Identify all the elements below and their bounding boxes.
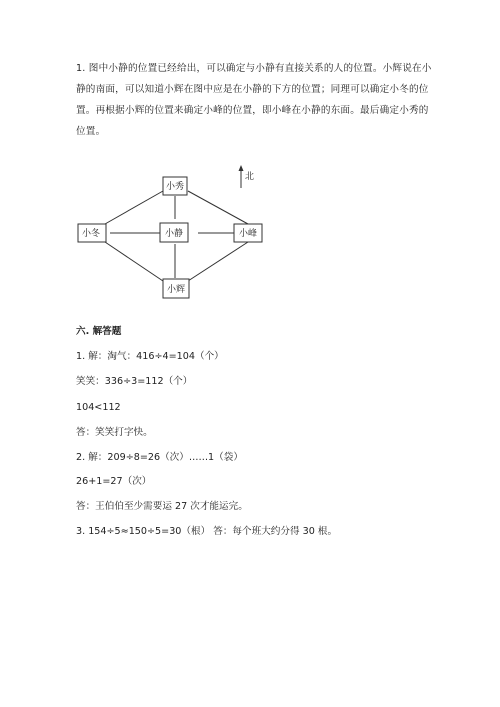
edge-xiu-feng — [188, 191, 248, 224]
answer-line-3: 104<112 — [76, 402, 121, 413]
north-label: 北 — [245, 172, 255, 182]
north-arrow-head — [239, 165, 244, 171]
edge-feng-hui — [188, 242, 248, 281]
edge-dong-hui — [105, 242, 163, 281]
answer-line-1: 1. 解：淘气：416÷4=104（个） — [76, 351, 224, 362]
q1-explanation: 1. 图中小静的位置已经给出，可以确定与小静有直接关系的人的位置。小辉说在小静的南面，可以知道小辉在图中应是在小静的下方的位置；同理可以确定小冬的位置。再根据小辉的位置来确定小峰的位置，即小峰在小静的东面。最后确定小秀的位置。 — [76, 63, 432, 137]
node-label-xiaohui: 小辉 — [167, 285, 186, 295]
node-label-xiaofeng: 小峰 — [239, 229, 258, 239]
answer-line-6: 26+1=27（次） — [76, 476, 152, 487]
answer-line-2: 笑笑：336÷3=112（个） — [76, 376, 193, 387]
section6-heading: 六. 解答题 — [76, 326, 122, 337]
answer-line-7: 答：王伯伯至少需要运 27 次才能运完。 — [76, 501, 248, 512]
answer-line-4: 答：笑笑打字快。 — [76, 427, 153, 438]
node-label-xiaodong: 小冬 — [82, 229, 101, 239]
edge-xiu-dong — [105, 191, 163, 224]
node-label-xiaoxiu: 小秀 — [166, 182, 185, 192]
answer-line-5: 2. 解：209÷8=26（次）……1（袋） — [76, 452, 243, 463]
answer-line-8: 3. 154÷5≈150÷5=30（根） 答：每个班大约分得 30 根。 — [76, 526, 338, 537]
position-diagram — [70, 160, 290, 305]
node-label-xiaojing: 小静 — [165, 229, 184, 239]
